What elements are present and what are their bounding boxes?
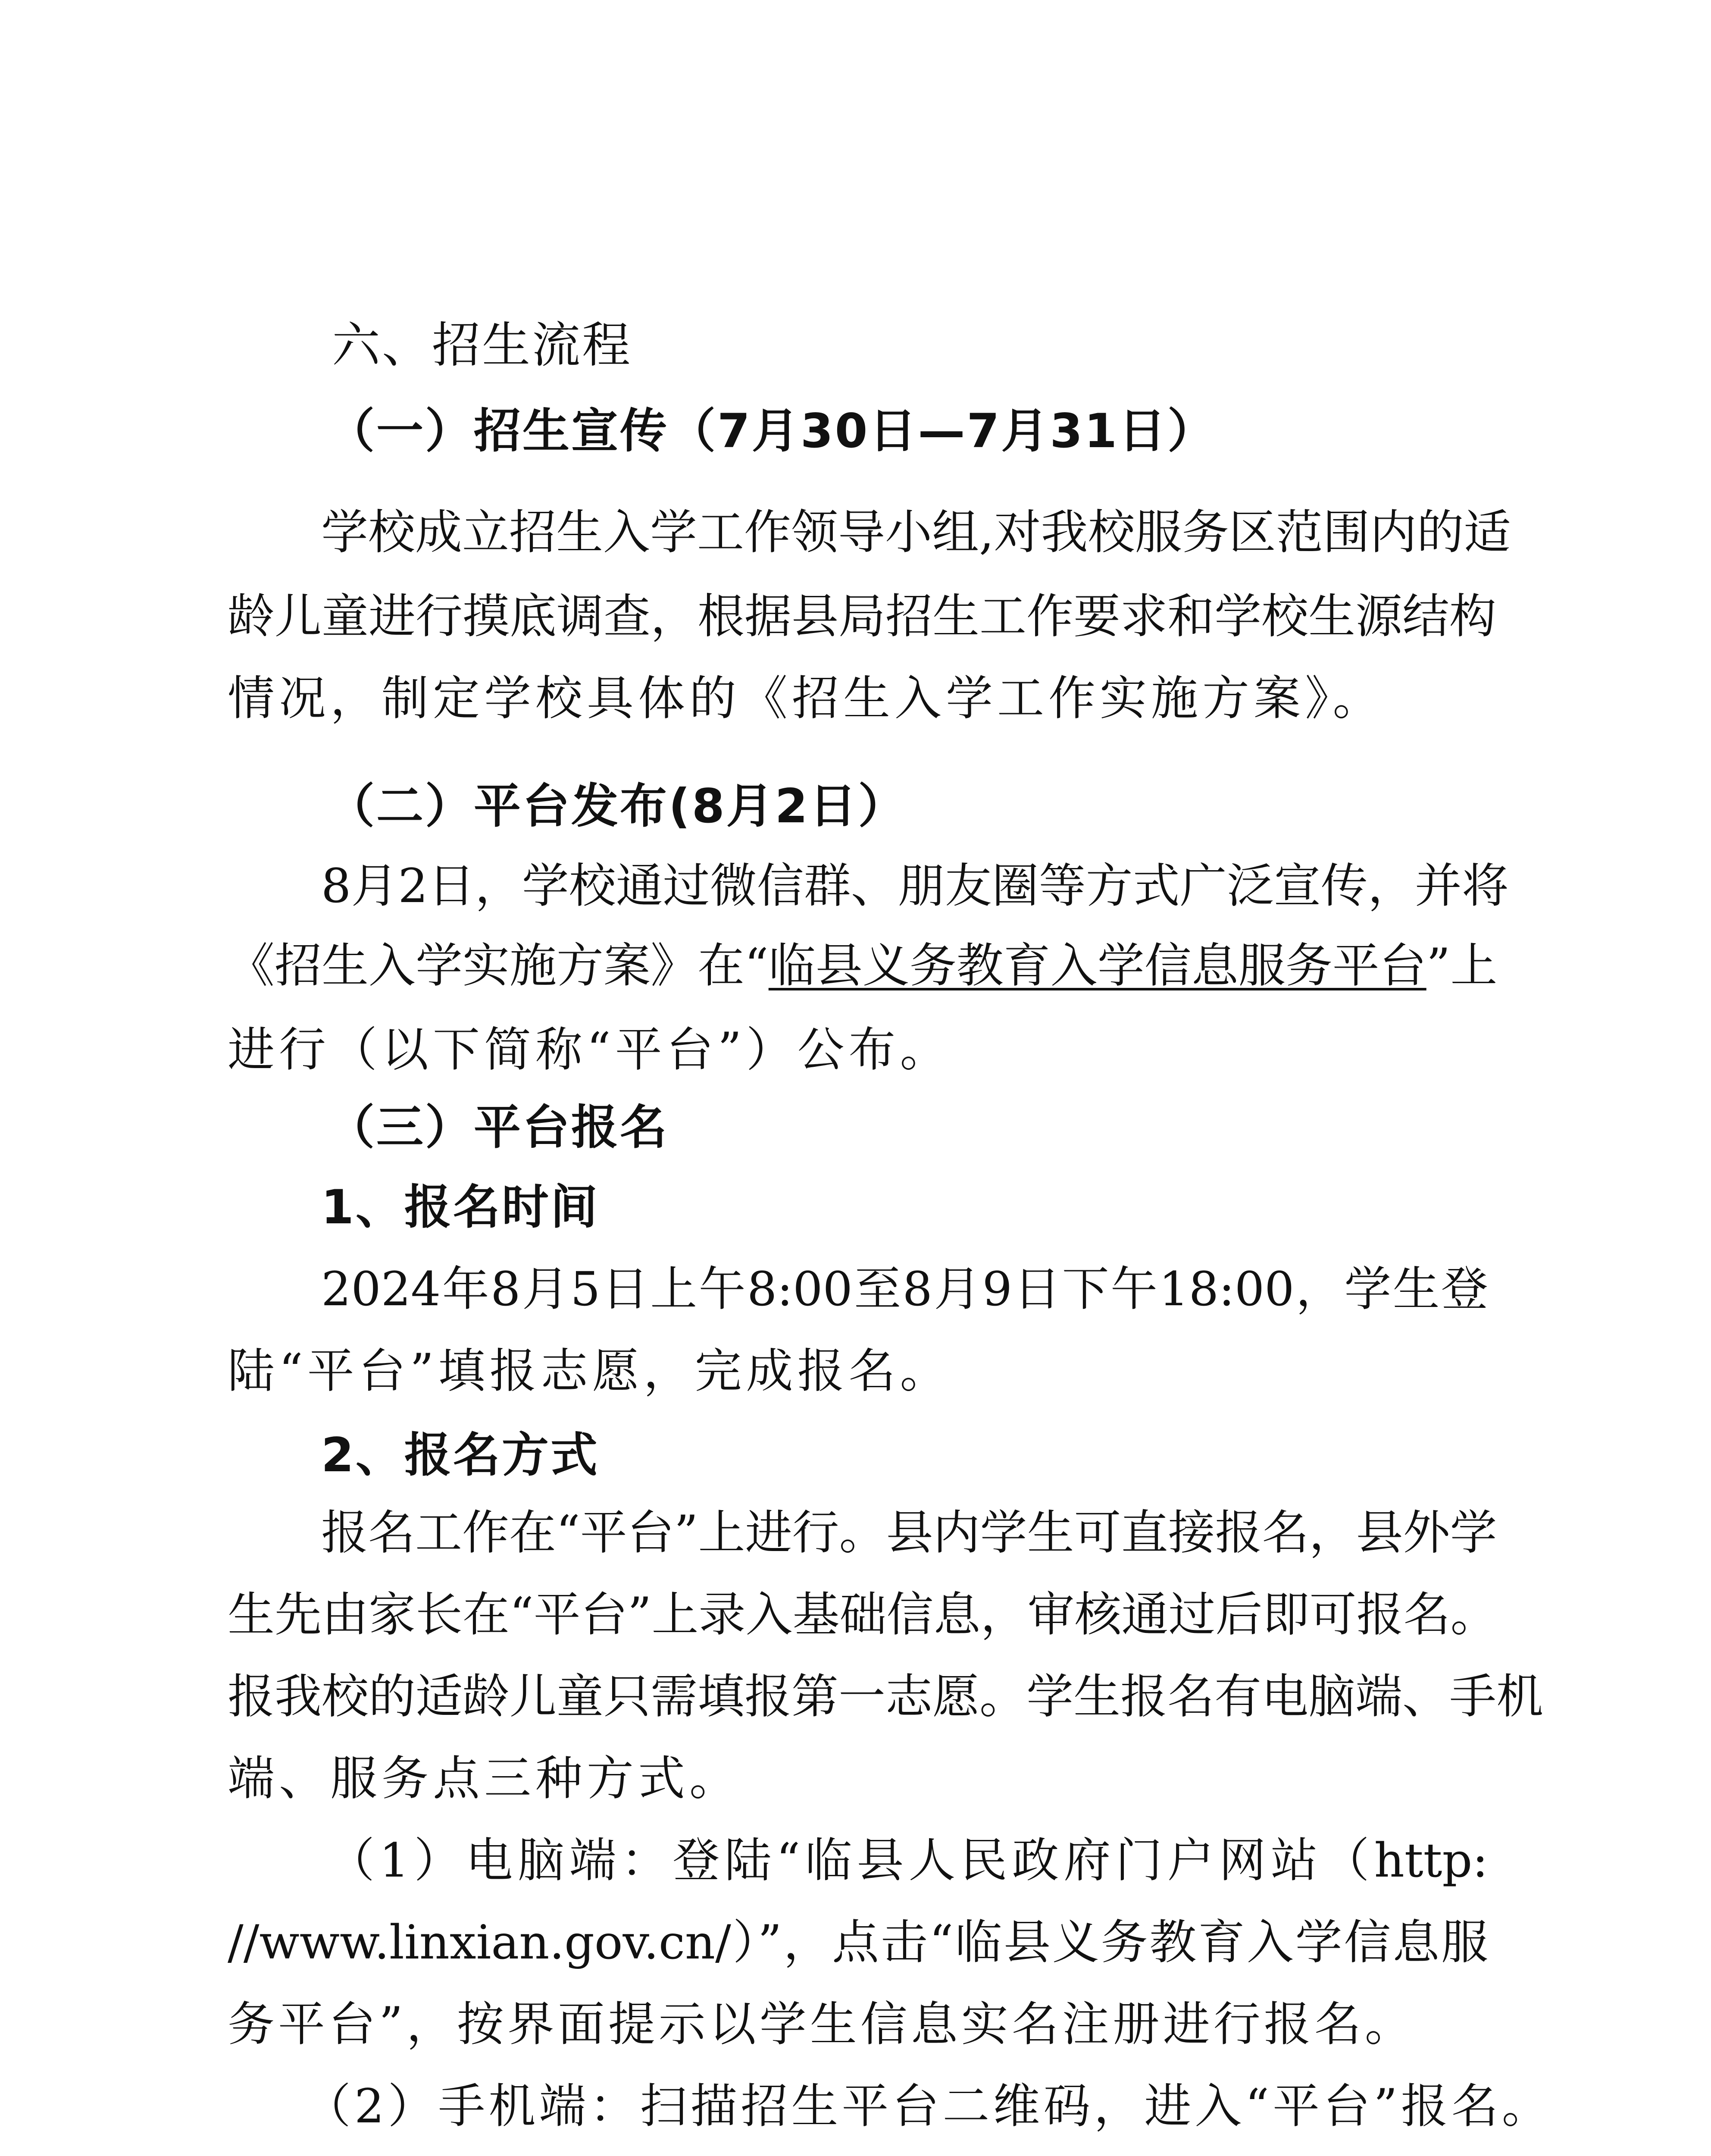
paragraph-line: 端、服务点三种方式。 (228, 1751, 741, 1806)
paragraph-line: //www.linxian.gov.cn/）”，点击“临县义务教育入学信息服 (228, 1915, 1488, 1970)
platform-name-link[interactable]: 临县义务教育入学信息服务平台 (768, 938, 1426, 993)
paragraph-line: 陆“平台”填报志愿，完成报名。 (228, 1344, 951, 1398)
paragraph-line (228, 938, 1498, 993)
paragraph-line: 情况，制定学校具体的《招生入学工作实施方案》。 (228, 671, 1384, 726)
paragraph-line: （2）手机端：扫描招生平台二维码，进入“平台”报名。 (304, 2079, 1552, 2134)
paragraph-line: 务平台”，按界面提示以学生信息实名注册进行报名。 (228, 1997, 1415, 2052)
paragraph-line: 报我校的适龄儿童只需填报第一志愿。学生报名有电脑端、手机 (228, 1669, 1543, 1724)
paragraph-line: 进行（以下简称“平台”）公布。 (228, 1022, 951, 1077)
paragraph-line: 龄儿童进行摸底调查，根据县局招生工作要求和学校生源结构 (228, 589, 1496, 644)
paragraph-line: （1）电脑端：登陆“临县人民政府门户网站（http: (328, 1833, 1488, 1888)
subsection-heading-3: （三）平台报名 (328, 1100, 669, 1155)
paragraph-line: 生先由家长在“平台”上录入基础信息，审核通过后即可报名。 (228, 1587, 1498, 1642)
item-heading-2: 2、报名方式 (321, 1428, 599, 1482)
paragraph-line: 8月2日，学校通过微信群、朋友圈等方式广泛宣传，并将 (321, 859, 1509, 913)
paragraph-text: 《招生入学实施方案》在“ (228, 938, 769, 993)
paragraph-line: 学校成立招生入学工作领导小组,对我校服务区范围内的适 (321, 505, 1511, 560)
paragraph-text: ”上 (1426, 938, 1498, 993)
section-heading: 六、招生流程 (332, 317, 632, 373)
item-heading-1: 1、报名时间 (321, 1180, 599, 1235)
subsection-heading-1: （一）招生宣传（7月30日—7月31日） (328, 404, 1217, 458)
paragraph-line: 2024年8月5日上午8:00至8月9日下午18:00，学生登 (321, 1262, 1488, 1316)
subsection-heading-2: （二）平台发布(8月2日） (328, 779, 907, 834)
paragraph-line: 报名工作在“平台”上进行。县内学生可直接报名，县外学 (321, 1505, 1497, 1560)
